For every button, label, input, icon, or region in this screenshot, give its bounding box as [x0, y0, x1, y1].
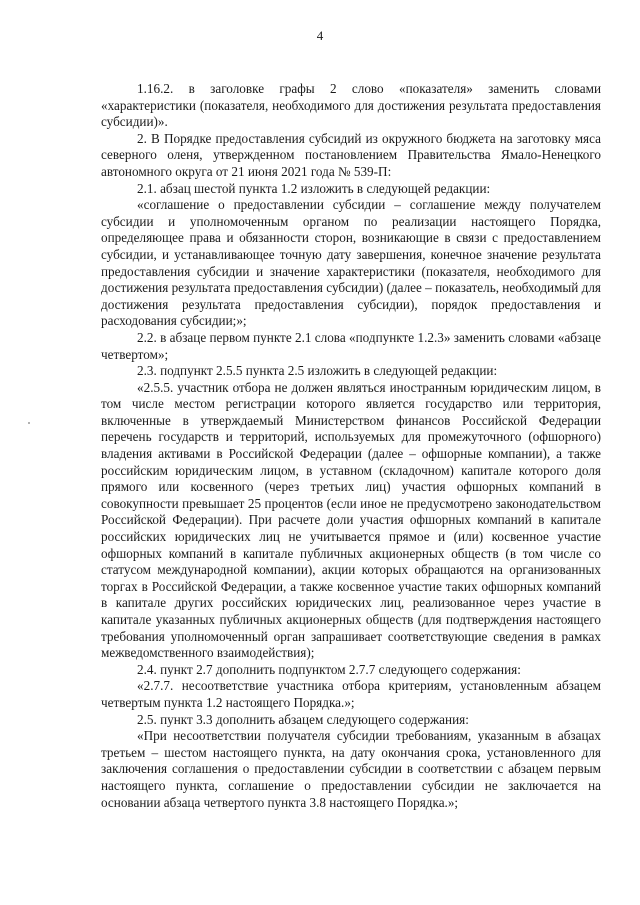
- paragraph-2-2: 2.2. в абзаце первом пункте 2.1 слова «подпункте 1.2.3» заменить словами «абзаце четвертом»;: [101, 329, 601, 362]
- paragraph-1-16-2: 1.16.2. в заголовке графы 2 слово «показателя» заменить словами «характеристики (показателя, необходимого для достижения результата предоставления субсидии)».: [101, 81, 601, 130]
- paragraph-2-3: 2.3. подпункт 2.5.5 пункта 2.5 изложить в следующей редакции:: [137, 363, 498, 379]
- paragraph-2-1: 2.1. абзац шестой пункта 1.2 изложить в следующей редакции:: [137, 180, 491, 196]
- paragraph-2-5-quote: «При несоответствии получателя субсидии требованиям, указанным в абзацах третьем – шестом настоящего пункта, на дату окончания срока, установленного для заключения соглашения о предоставлении субсидии в соответствии с абзацем первым настоящего пункта, соглашение о предоставлении субсидии не заключается на основании абзаца четвертого пункта 3.8 настоящего Порядка.»;: [101, 728, 601, 810]
- paragraph-2-1-quote: «соглашение о предоставлении субсидии – соглашение между получателем субсидии и уполномоченным органом по реализации настоящего Порядка, определяющее права и обязанности сторон, возникающие в связи с предоставлением субсидии, и устанавливающее точную дату завершения, конечное значение результата предоставления субсидии и значение характеристики (показателя, необходимого для достижения результата предоставления субсидии) (далее – показатель, необходимый для достижения результата предоставления субсидии), порядок предоставления и расходования субсидии;»;: [101, 197, 602, 329]
- document-body: [101, 81, 601, 811]
- paragraph-2-4: 2.4. пункт 2.7 дополнить подпунктом 2.7.7 следующего содержания:: [137, 661, 521, 677]
- paragraph-2: 2. В Порядке предоставления субсидий из окружного бюджета на заготовку мяса северного оленя, утвержденном постановлением Правительства Ямало-Ненецкого автономного округа от 21 июня 2021 года № 539-П:: [101, 130, 601, 179]
- page-number: 4: [316, 28, 324, 43]
- paragraph-2-4-quote: «2.7.7. несоответствие участника отбора критериям, установленным абзацем четвертым пункта 1.2 настоящего Порядка.»;: [101, 678, 601, 710]
- paragraph-2-3-quote: «2.5.5. участник отбора не должен являться иностранным юридическим лицом, в том числе местом регистрации которого является государство или территория, включенные в утверждаемый Министерством финансов Российской Федерации перечень государств и территорий, используемых для промежуточного (офшорного) владения активами в Российской Федерации (далее – офшорные компании), а также российским юридическим лицом, в уставном (складочном) капитале которого доля прямого или косвенного (через третьих лиц) участия офшорных компаний в совокупности превышает 25 процентов (если иное не предусмотрено законодательством Российской Федерации). При расчете доли участия офшорных компаний в капитале российских юридических лиц не учитывается прямое и (или) косвенное участие офшорных компаний в капитале публичных акционерных обществ (в том числе со статусом международной компании), акции которых обращаются на организованных торгах в Российской Федерации, а также косвенное участие таких офшорных компаний в капитале других российских юридических лиц, реализованное через участие в капитале указанных публичных акционерных обществ (для подтверждения настоящего требования уполномоченный орган запрашивает соответствующие сведения в рамках межведомственного взаимодействия);: [101, 379, 601, 661]
- scan-speck: [28, 422, 30, 424]
- paragraph-2-5: 2.5. пункт 3.3 дополнить абзацем следующего содержания:: [137, 711, 469, 727]
